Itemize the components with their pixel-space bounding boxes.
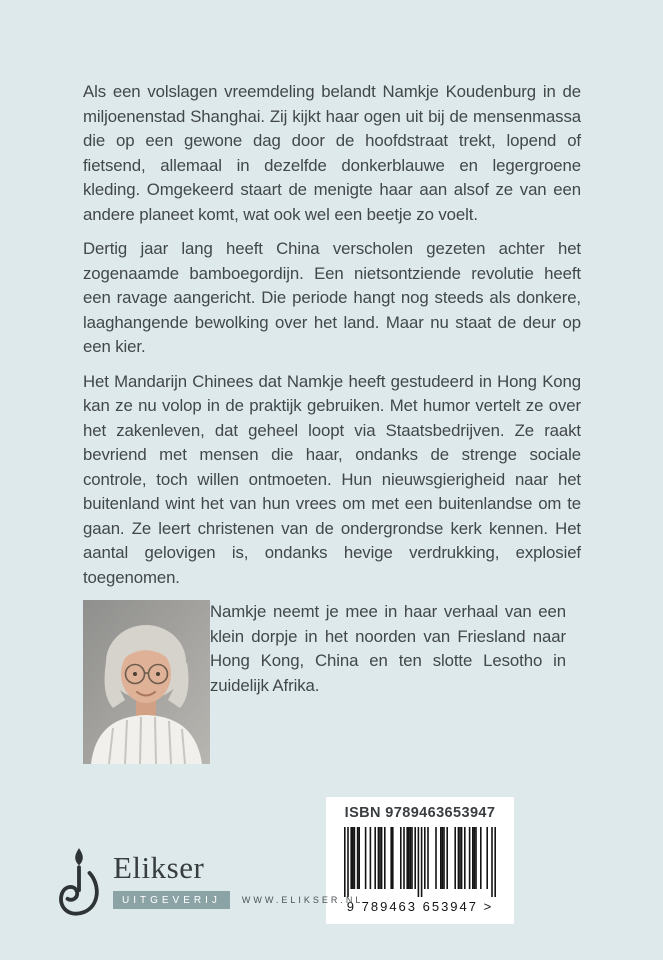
barcode (344, 827, 496, 897)
paragraph-1: Als een volslagen vreemdeling belandt Namkje Koudenburg in de miljoenenstad Shanghai. Zij kijkt haar ogen uit bij de mensenmassa die op een gewone dag door de hoofdstraat trekt, lopend of fietsend, allemaal in dezelfde donkerblauwe en legergroene kleding. Omgekeerd staart de menigte haar aan alsof ze van een andere planeet komt, wat ook wel een beetje zo voelt. (83, 82, 581, 224)
paragraph-2: Dertig jaar lang heeft China verscholen gezeten achter het zogenaamde bamboegordijn. Een nietsontziende revolutie heeft een ravage aangericht. Die periode hangt nog steeds als donkere, laaghangende bewolking over het land. Maar nu staat de deur op een kier. (83, 239, 581, 356)
author-photo (83, 600, 210, 764)
paragraph-3: Het Mandarijn Chinees dat Namkje heeft gestudeerd in Hong Kong kan ze nu volop in de praktijk gebruiken. Met humor vertelt ze over het zakenleven, dat geheel loopt via Staatsbedrijven. Ze raakt bevriend met mensen die haar, ondanks de strenge sociale controle, toch willen ontmoeten. Hun nieuwsgierigheid naar het buitenland wint het van hun vrees om met een buitenlandse om te gaan. Ze leert christenen van de ondergrondse kerk kennen. Het aantal gelovigen is, ondanks hevige verdrukking, explosief toegenomen. (83, 371, 581, 587)
author-section (83, 600, 581, 764)
candle-icon (57, 846, 101, 921)
publisher-text (113, 846, 363, 909)
blurb-text (83, 80, 581, 764)
isbn-label: ISBN 9789463653947 (344, 805, 496, 821)
publisher-website: WWW.ELIKSER.NL (241, 895, 364, 905)
author-note: Namkje neemt je mee in haar verhaal van een klein dorpje in het noorden van Friesland naar Hong Kong, China en ten slotte Lesotho in zuidelijk Afrika. (210, 602, 566, 695)
publisher-tagline: UITGEVERIJ (113, 891, 230, 909)
publisher-row (113, 891, 363, 909)
publisher-name: Elikser (113, 850, 205, 885)
author-portrait-illustration (83, 600, 210, 764)
barcode-digits: 9 789463 653947 > (346, 899, 494, 914)
publisher-logo (57, 846, 363, 921)
